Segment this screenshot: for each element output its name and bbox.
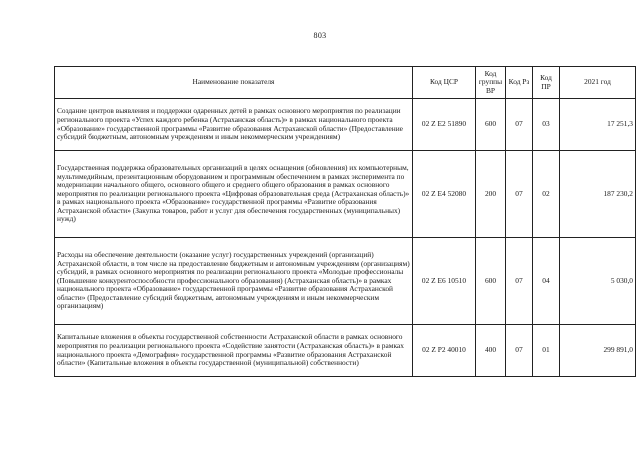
page-number: 803 [313,31,327,40]
header-pr: Код ПР [533,67,560,99]
header-name: Наименование показателя [55,67,413,99]
header-amount: 2021 год [560,67,636,99]
row-rz: 07 [506,325,533,377]
row-amount: 299 891,0 [560,325,636,377]
row-amount: 187 230,2 [560,151,636,238]
row-rz: 07 [506,151,533,238]
table-row [55,151,636,238]
header-csr: Код ЦСР [413,67,476,99]
row-name: Расходы на обеспечение деятельности (оказание услуг) государственных учреждений (организаций) Астраханской области, в том числе на предоставление бюджетным и автономным учреждениям (организациям) субсидий, в рамках основного мероприятия по реализации регионального проекта «Молодые профессионалы (Повышение конкурентоспособности профессионального образования) (Астраханская область)» в рамках национального проекта «Образование» государственной программы «Развитие образования Астраханской области» (Предоставление субсидий бюджетным, автономным учреждениям и иным некоммерческим организациям) [55,238,413,325]
row-vr: 600 [476,238,506,325]
row-csr: 02 Z P2 40010 [413,325,476,377]
row-amount: 17 251,3 [560,99,636,151]
header-vr: Код группы ВР [476,67,506,99]
row-csr: 02 Z E4 52080 [413,151,476,238]
table-header-row [55,67,636,99]
row-amount: 5 030,0 [560,238,636,325]
row-pr: 03 [533,99,560,151]
row-rz: 07 [506,238,533,325]
row-pr: 01 [533,325,560,377]
row-rz: 07 [506,99,533,151]
header-rz: Код Рз [506,67,533,99]
row-csr: 02 Z E6 10510 [413,238,476,325]
table-row [55,238,636,325]
row-pr: 02 [533,151,560,238]
row-vr: 600 [476,99,506,151]
table-row [55,325,636,377]
row-vr: 400 [476,325,506,377]
row-pr: 04 [533,238,560,325]
row-name: Государственная поддержка образовательных организаций в целях оснащения (обновления) их компьютерным, мультимедийным, презентационным оборудованием и программным обеспечением в рамках эксперимента по модернизации начального общего, основного общего и среднего общего образования в рамках основного мероприятия по реализации регионального проекта «Цифровая образовательная среда (Астраханская область)» в рамках национального проекта «Образование» государственной программы «Развитие образования Астраханской области» (Закупка товаров, работ и услуг для обеспечения государственных (муниципальных) нужд) [55,151,413,238]
table-row [55,99,636,151]
row-csr: 02 Z E2 51890 [413,99,476,151]
budget-table [54,66,636,377]
row-vr: 200 [476,151,506,238]
row-name: Создание центров выявления и поддержки одаренных детей в рамках основного мероприятия по реализации регионального проекта «Успех каждого ребенка (Астраханская область)» в рамках национального проекта «Образование» государственной программы «Развитие образования Астраханской области» (Предоставление субсидий бюджетным, автономным учреждениям и иным некоммерческим учреждениям) [55,99,413,151]
row-name: Капитальные вложения в объекты государственной собственности Астраханской области в рамках основного мероприятия по реализации регионального проекта «Содействие занятости (Астраханская область)» в рамках национального проекта «Демография» государственной программы «Развитие образования Астраханской области» (Капитальные вложения в объекты государственной (муниципальной) собственности) [55,325,413,377]
